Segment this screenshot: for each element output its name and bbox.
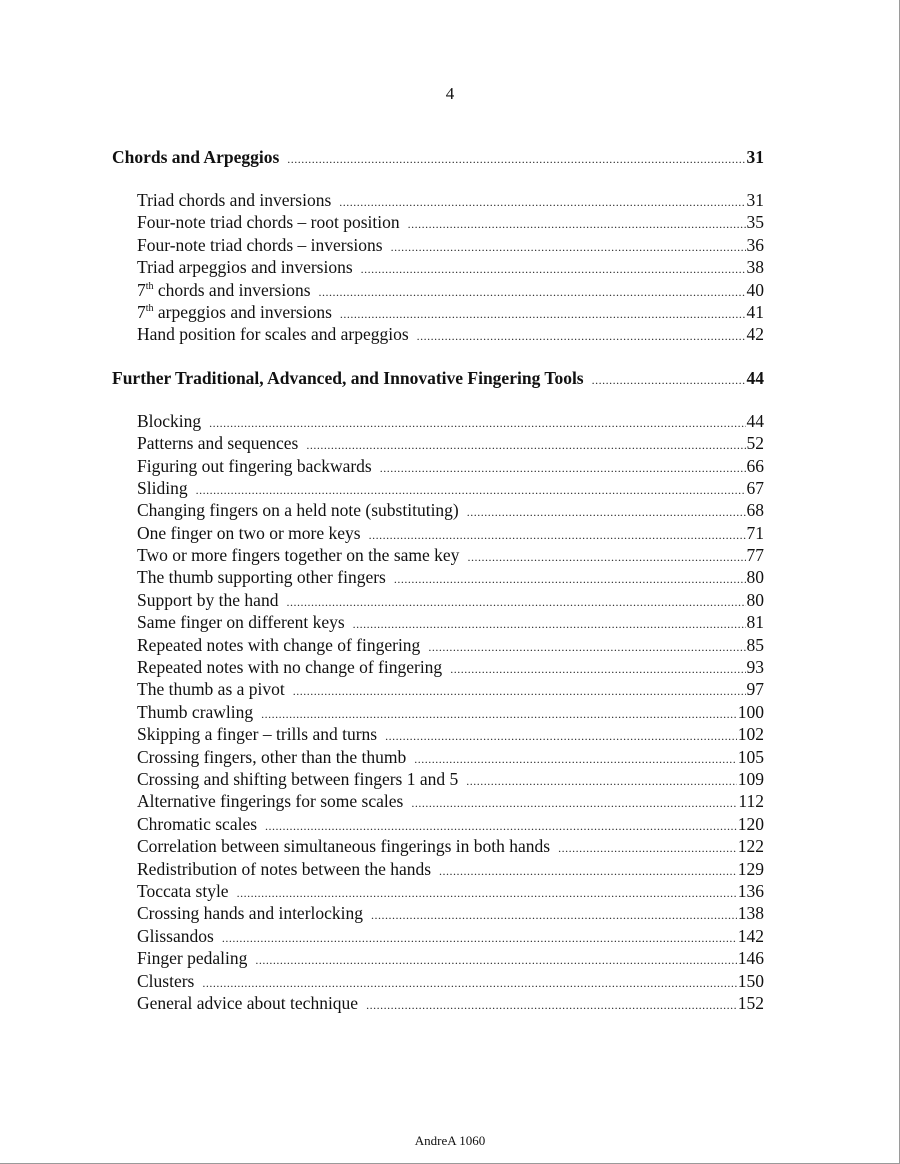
toc-entry-label: Same finger on different keys bbox=[137, 612, 345, 633]
toc-entry bbox=[137, 835, 764, 857]
toc-entry bbox=[137, 499, 764, 521]
dot-leader bbox=[196, 479, 746, 501]
toc-entry-label: Repeated notes with change of fingering bbox=[137, 634, 421, 655]
toc-entry bbox=[137, 256, 764, 278]
toc-entry bbox=[137, 656, 764, 678]
toc-section bbox=[112, 366, 764, 1015]
toc-entry bbox=[137, 301, 764, 323]
toc-entry-label: Thumb crawling bbox=[137, 701, 254, 722]
toc-entry bbox=[137, 477, 764, 499]
toc-entry-list bbox=[137, 189, 764, 346]
toc-entry-page-number: 93 bbox=[746, 657, 764, 678]
dot-leader bbox=[371, 904, 737, 926]
toc-entry bbox=[137, 925, 764, 947]
dot-leader bbox=[414, 748, 736, 770]
dot-leader bbox=[261, 703, 737, 725]
toc-entry-label bbox=[137, 301, 332, 323]
dot-leader bbox=[286, 591, 745, 613]
toc-entry-page-number: 122 bbox=[737, 836, 764, 857]
toc-entry-page-number: 71 bbox=[746, 522, 764, 543]
toc-entry-label: Figuring out fingering backwards bbox=[137, 455, 372, 476]
dot-leader bbox=[592, 368, 746, 392]
toc-entry-page-number: 80 bbox=[746, 567, 764, 588]
toc-entry bbox=[137, 234, 764, 256]
toc-entry-page-number: 85 bbox=[746, 634, 764, 655]
toc-entry bbox=[137, 589, 764, 611]
ordinal-suffix: th bbox=[145, 280, 154, 292]
dot-leader bbox=[319, 281, 746, 303]
ordinal-suffix: th bbox=[145, 303, 154, 315]
toc-entry-label: Blocking bbox=[137, 410, 202, 431]
section-title-text: Further Traditional, Advanced, and Innovative Fingering Tools bbox=[112, 367, 584, 388]
toc-entry bbox=[137, 813, 764, 835]
toc-entry-page-number: 146 bbox=[737, 948, 764, 969]
toc-entry-label: Two or more fingers together on the same key bbox=[137, 545, 460, 566]
toc-section-heading bbox=[112, 145, 764, 169]
dot-leader bbox=[467, 546, 745, 568]
dot-leader bbox=[287, 147, 745, 171]
toc-entry-label: Redistribution of notes between the hands bbox=[137, 858, 432, 879]
toc-entry-page-number: 31 bbox=[746, 190, 764, 210]
toc-entry-page-number: 77 bbox=[746, 545, 764, 566]
toc-entry-label: Alternative fingerings for some scales bbox=[137, 791, 404, 812]
toc-entry-page-number: 44 bbox=[746, 410, 764, 431]
toc-entry-label: Triad chords and inversions bbox=[137, 190, 332, 210]
toc-entry-label bbox=[137, 279, 311, 301]
dot-leader bbox=[450, 658, 745, 680]
toc-entry-page-number: 41 bbox=[746, 301, 764, 322]
toc-entry bbox=[137, 992, 764, 1014]
toc-entry bbox=[137, 880, 764, 902]
toc-entry-page-number: 100 bbox=[737, 701, 764, 722]
toc-entry-label: Crossing hands and interlocking bbox=[137, 903, 364, 924]
toc-entry bbox=[137, 566, 764, 588]
toc-section bbox=[112, 145, 764, 346]
toc-entry bbox=[137, 432, 764, 454]
dot-leader bbox=[380, 457, 746, 479]
toc-entry bbox=[137, 701, 764, 723]
toc-entry-page-number: 105 bbox=[737, 746, 764, 767]
dot-leader bbox=[428, 636, 745, 658]
entry-label-text: chords and inversions bbox=[153, 279, 311, 300]
dot-leader bbox=[366, 994, 737, 1016]
toc-entry-label: Toccata style bbox=[137, 880, 229, 901]
entry-label-text: arpeggios and inversions bbox=[153, 301, 332, 322]
dot-leader bbox=[411, 792, 737, 814]
toc-entry-page-number: 52 bbox=[746, 433, 764, 454]
dot-leader bbox=[293, 680, 746, 702]
dot-leader bbox=[255, 949, 736, 971]
toc-entry-page-number: 67 bbox=[746, 477, 764, 498]
toc-entry bbox=[137, 455, 764, 477]
dot-leader bbox=[361, 258, 746, 280]
dot-leader bbox=[408, 213, 746, 235]
toc-entry-label: The thumb supporting other fingers bbox=[137, 567, 386, 588]
toc-entry bbox=[137, 858, 764, 880]
toc-entry bbox=[137, 678, 764, 700]
toc-entry-page-number: 40 bbox=[746, 279, 764, 300]
dot-leader bbox=[353, 613, 746, 635]
page-number: 4 bbox=[445, 84, 455, 103]
toc-entry-label: Repeated notes with no change of fingering bbox=[137, 657, 443, 678]
toc-entry-page-number: 142 bbox=[737, 925, 764, 946]
dot-leader bbox=[202, 972, 736, 994]
toc-entry-page-number: 152 bbox=[737, 992, 764, 1013]
dot-leader bbox=[369, 524, 746, 546]
toc-entry-label: Finger pedaling bbox=[137, 948, 248, 969]
dot-leader bbox=[385, 725, 737, 747]
toc-entry bbox=[137, 211, 764, 233]
toc-entry-label: General advice about technique bbox=[137, 992, 359, 1013]
dot-leader bbox=[558, 837, 737, 859]
toc-entry bbox=[137, 947, 764, 969]
toc-entry-label: Crossing fingers, other than the thumb bbox=[137, 746, 407, 767]
toc-entry-page-number: 36 bbox=[746, 234, 764, 255]
dot-leader bbox=[439, 860, 737, 882]
ordinal-number: 7 bbox=[137, 279, 146, 300]
dot-leader bbox=[209, 412, 745, 434]
toc-entry bbox=[137, 611, 764, 633]
toc-entry bbox=[137, 970, 764, 992]
toc-entry-label: Clusters bbox=[137, 970, 195, 991]
ordinal-number: 7 bbox=[137, 301, 146, 322]
toc-entry bbox=[137, 522, 764, 544]
toc-entry-label: Crossing and shifting between fingers 1 and 5 bbox=[137, 768, 459, 789]
toc-entry-page-number: 35 bbox=[746, 212, 764, 233]
toc-section-heading bbox=[112, 366, 764, 390]
toc-entry-page-number: 81 bbox=[746, 612, 764, 633]
toc-entry-label: Sliding bbox=[137, 477, 188, 498]
toc-entry-page-number: 68 bbox=[746, 500, 764, 521]
dot-leader bbox=[340, 303, 746, 325]
section-page-number: 31 bbox=[746, 147, 764, 167]
toc-entry bbox=[137, 634, 764, 656]
dot-leader bbox=[466, 770, 736, 792]
toc-entry bbox=[137, 902, 764, 924]
toc-entry-page-number: 120 bbox=[737, 813, 764, 834]
section-title-text: Chords and Arpeggios bbox=[112, 147, 280, 167]
toc-entry bbox=[137, 790, 764, 812]
toc-entry-page-number: 66 bbox=[746, 455, 764, 476]
dot-leader bbox=[339, 191, 745, 213]
toc-entry-page-number: 42 bbox=[746, 324, 764, 345]
toc-entry-label: Correlation between simultaneous fingerings in both hands bbox=[137, 836, 551, 857]
section-page-number: 44 bbox=[746, 367, 764, 388]
toc-entry-label: Four-note triad chords – inversions bbox=[137, 234, 383, 255]
toc-entry-label: Triad arpeggios and inversions bbox=[137, 257, 353, 278]
toc-entry bbox=[137, 746, 764, 768]
toc-entry-label: Patterns and sequences bbox=[137, 433, 299, 454]
toc-entry-page-number: 138 bbox=[737, 903, 764, 924]
toc-entry-label: Support by the hand bbox=[137, 589, 279, 610]
dot-leader bbox=[467, 501, 746, 523]
toc-entry-page-number: 129 bbox=[737, 858, 764, 879]
toc-entry-page-number: 97 bbox=[746, 679, 764, 700]
toc-entry-label: Skipping a finger – trills and turns bbox=[137, 724, 378, 745]
dot-leader bbox=[222, 927, 737, 949]
toc-entry-label: One finger on two or more keys bbox=[137, 522, 361, 543]
dot-leader bbox=[306, 434, 745, 456]
toc-entry-label: Changing fingers on a held note (substituting) bbox=[137, 500, 459, 521]
toc-entry bbox=[137, 768, 764, 790]
toc-entry bbox=[137, 279, 764, 301]
toc-entry-page-number: 102 bbox=[737, 724, 764, 745]
dot-leader bbox=[394, 568, 746, 590]
toc-entry-page-number: 136 bbox=[737, 880, 764, 901]
toc-entry-page-number: 150 bbox=[737, 970, 764, 991]
dot-leader bbox=[391, 236, 746, 258]
toc-entry bbox=[137, 189, 764, 211]
toc-entry-page-number: 38 bbox=[746, 257, 764, 278]
page-footer: AndreA 1060 bbox=[414, 1133, 486, 1148]
toc-entry-label: Chromatic scales bbox=[137, 813, 258, 834]
toc-entry bbox=[137, 323, 764, 345]
toc-entry bbox=[137, 410, 764, 432]
toc-entry bbox=[137, 723, 764, 745]
toc-entry-label: Glissandos bbox=[137, 925, 214, 946]
toc-entry-label: Four-note triad chords – root position bbox=[137, 212, 400, 233]
dot-leader bbox=[417, 325, 746, 347]
toc-entry-page-number: 109 bbox=[737, 768, 764, 789]
dot-leader bbox=[265, 815, 737, 837]
toc-entry-label: The thumb as a pivot bbox=[137, 679, 285, 700]
dot-leader bbox=[237, 882, 737, 904]
toc-entry-list bbox=[137, 410, 764, 1015]
table-of-contents bbox=[112, 145, 764, 1014]
toc-entry-page-number: 80 bbox=[746, 589, 764, 610]
toc-entry-page-number: 112 bbox=[738, 791, 764, 812]
toc-entry bbox=[137, 544, 764, 566]
toc-entry-label: Hand position for scales and arpeggios bbox=[137, 324, 409, 345]
